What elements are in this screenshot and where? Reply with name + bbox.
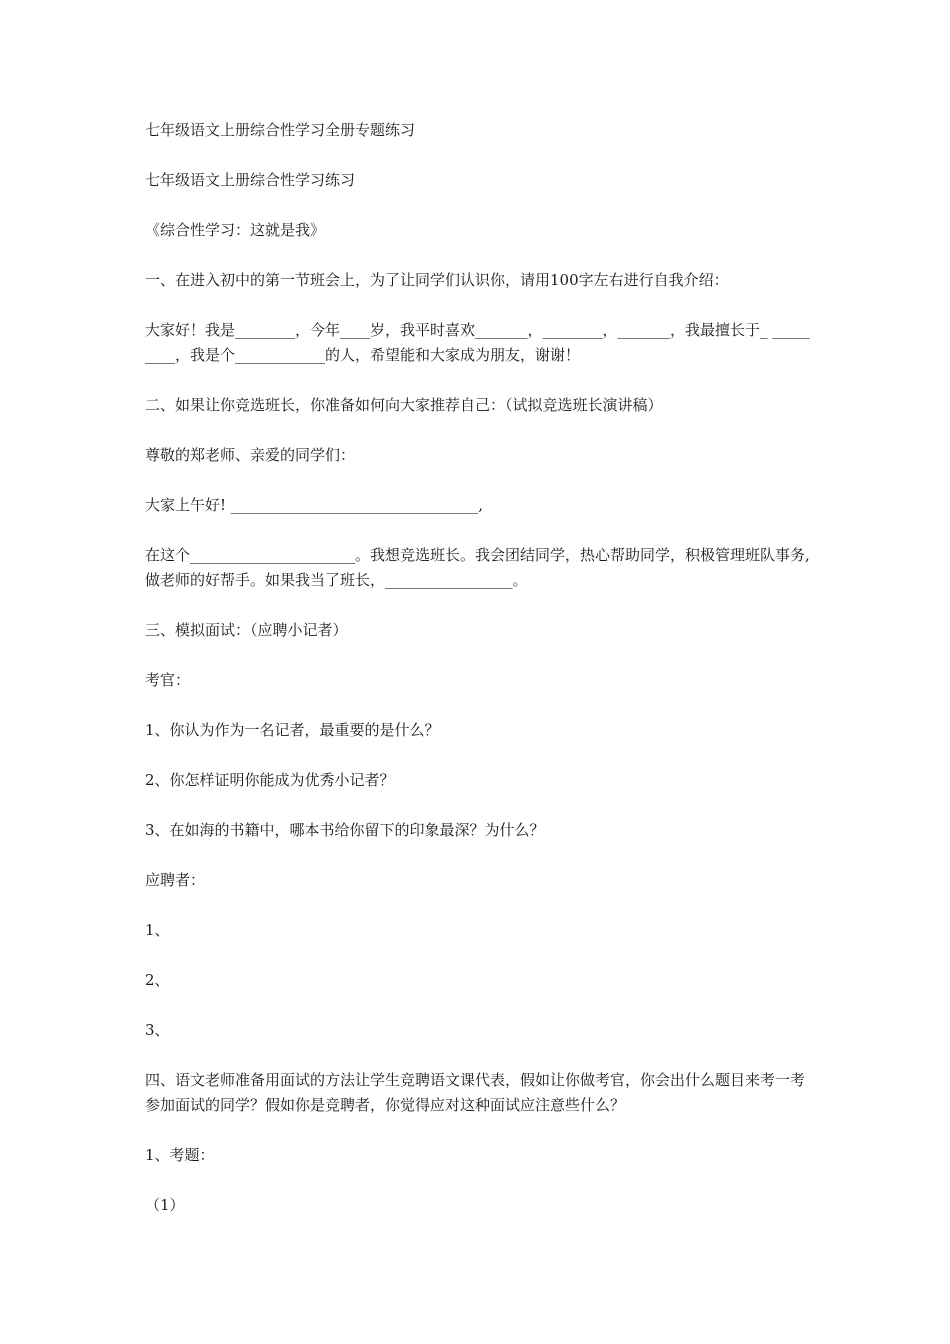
question-3-prompt: 三、模拟面试：（应聘小记者） (145, 621, 348, 639)
question-4-sub-label: 1、考题： (145, 1146, 215, 1164)
section-title: 《综合性学习：这就是我》 (145, 221, 326, 239)
examiner-label: 考官： (145, 671, 191, 689)
question-2-prompt: 二、如果让你竞选班长，你准备如何向大家推荐自己：（试拟竞选班长演讲稿） (145, 396, 663, 414)
question-4-prompt: 四、语文老师准备用面试的方法让学生竞聘语文课代表，假如让你做考官，你会出什么题目来考一考参加面试的同学？假如你是竞聘者，你觉得应对这种面试应注意些什么？ (145, 1071, 806, 1114)
question-1-answer-template: 大家好！我是________，今年____岁，我平时喜欢_______，________，_______，我最擅长于_ _________，我是个____________的人，希望能和大家成为朋友，谢谢！ (145, 321, 810, 364)
applicant-label: 应聘者： (145, 871, 206, 889)
examiner-question: 3、在如海的书籍中，哪本书给你留下的印象最深？为什么？ (145, 821, 545, 839)
document-page (145, 118, 810, 1243)
applicant-answer: 1、 (145, 921, 170, 939)
speech-line-2: 在这个______________________。我想竞选班长。我会团结同学，热心帮助同学，积极管理班队事务,做老师的好帮手。如果我当了班长，_________________。 (145, 546, 810, 589)
applicant-answer: 3、 (145, 1021, 170, 1039)
examiner-question: 1、你认为作为一名记者，最重要的是什么？ (145, 721, 440, 739)
examiner-question: 2、你怎样证明你能成为优秀小记者？ (145, 771, 395, 789)
document-subtitle: 七年级语文上册综合性学习练习 (145, 171, 356, 189)
question-1-prompt: 一、在进入初中的第一节班会上，为了让同学们认识你，请用100字左右进行自我介绍： (145, 271, 729, 289)
speech-line-1: 大家上午好! _________________________________, (145, 496, 484, 514)
document-title: 七年级语文上册综合性学习全册专题练习 (145, 121, 416, 139)
speech-greeting: 尊敬的郑老师、亲爱的同学们： (145, 446, 356, 464)
question-4-item: （1） (145, 1196, 185, 1214)
applicant-answer: 2、 (145, 971, 170, 989)
